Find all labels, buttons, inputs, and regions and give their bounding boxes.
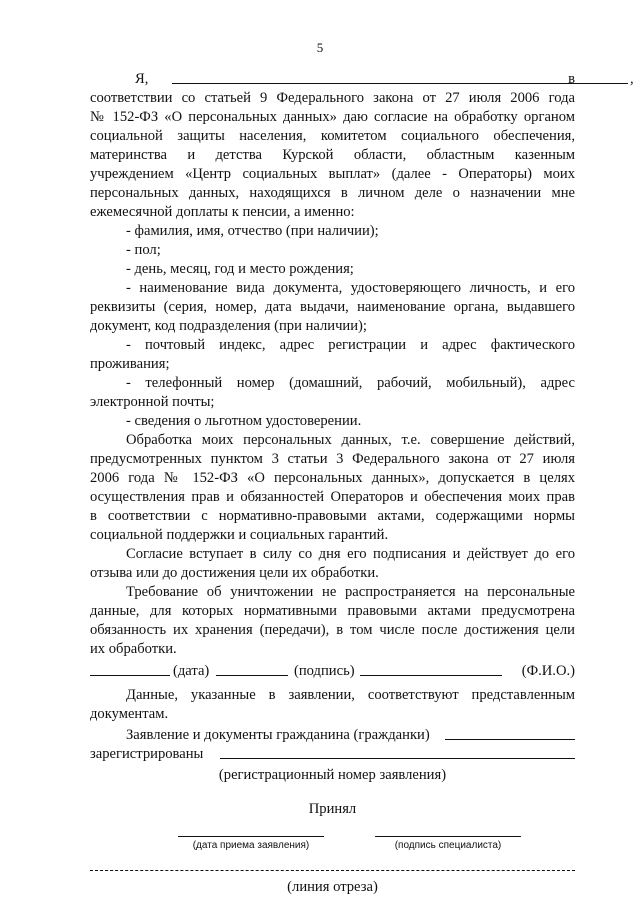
registration-caption: (регистрационный номер заявления) [218,767,447,783]
p1-line: социальной защиты населения, комитетом социального обеспечения, [90,128,575,144]
p5-line: документам. [90,706,169,722]
date-blank[interactable] [90,662,170,676]
p1-line: материнства и детства Курской области, областным казенным [90,147,575,163]
intro-v: в [568,71,575,87]
intro-line [90,70,634,88]
p4-line: данные, для которых нормативными правовыми актами предусмотрена [90,603,575,619]
citizen-blank[interactable] [445,726,575,740]
p1-line: ежемесячной доплаты к пенсии, а именно: [90,204,355,220]
p2-line: в соответствии с нормативно-правовыми актами, содержащими нормы [90,508,575,524]
date-caption: (дата) [173,663,210,679]
item-doc: - наименование вида документа, удостоверяющего личность, и его [126,280,575,296]
registration-number-blank[interactable] [220,745,575,759]
registered-text: зарегистрированы [90,746,204,762]
item-phone: - телефонный номер (домашний, рабочий, мобильный), адрес [126,375,575,391]
cut-line-caption: (линия отреза) [287,879,378,895]
registration-line-1 [126,726,575,744]
intro-ya: Я, [135,71,149,87]
p4-line: обязанность их хранения (передачи), в том числе после достижения цели [90,622,575,638]
item-post: - почтовый индекс, адрес регистрации и адрес фактического [126,337,575,353]
p5-line: Данные, указанные в заявлении, соответствуют представленным [126,687,575,703]
item-phone: электронной почты; [90,394,215,410]
name-blank[interactable] [172,70,628,84]
p2-line: 2006 года № 152-ФЗ «О персональных данных», допускается в целях [90,470,575,486]
item-birth: - день, месяц, год и место рождения; [126,261,354,277]
p1-line: персональных данных, находящихся в личном деле о назначении мне [90,185,575,201]
item-sex: - пол; [126,242,161,258]
specialist-sign-caption: (подпись специалиста) [394,840,502,851]
registration-text: Заявление и документы гражданина (гражданки) [126,727,430,743]
p3-line: отзыва или до достижения цели их обработки. [90,565,379,581]
item-privilege: - сведения о льготном удостоверении. [126,413,362,429]
p2-line: социальной поддержки и социальных гарантий. [90,527,389,543]
p1-line: учреждением «Центр социальных выплат» (далее - Операторы) моих [90,166,575,182]
p2-line: осуществления прав и обязанностей Операторов и обеспечения моих прав [90,489,575,505]
extra-blank[interactable] [216,662,288,676]
p2-line: Обработка моих персональных данных, т.е. совершение действий, [126,432,575,448]
cut-dashed-line [90,870,575,871]
item-doc: реквизиты (серия, номер, дата выдачи, наименование органа, выдавшего [90,299,575,315]
page-number: 5 [316,40,324,55]
p3-line: Согласие вступает в силу со дня его подписания и действует до его [126,546,575,562]
p4-line: Требование об уничтожении не распространяется на персональные [126,584,575,600]
p2-line: предусмотренных пунктом 3 статьи 3 Федерального закона от 27 июля [90,451,575,467]
sign-caption: (подпись) [294,663,355,679]
fio-blank[interactable] [360,662,502,676]
p1-line: соответствии со статьей 9 Федерального закона от 27 июля 2006 года [90,90,575,106]
registration-line-2 [90,745,575,763]
accept-date-rule[interactable] [178,836,324,837]
fio-caption: (Ф.И.О.) [521,663,575,679]
accept-date-caption: (дата приема заявления) [192,840,310,851]
signature-line [90,662,575,680]
item-fio: - фамилия, имя, отчество (при наличии); [126,223,379,239]
specialist-sign-rule[interactable] [375,836,521,837]
p4-line: их обработки. [90,641,177,657]
accepted-title: Принял [308,801,357,817]
p1-line: № 152-ФЗ «О персональных данных» даю согласие на обработку органом [90,109,575,125]
item-post: проживания; [90,356,170,372]
intro-comma: , [630,71,634,87]
item-doc: документ, код подразделения (при наличии); [90,318,367,334]
